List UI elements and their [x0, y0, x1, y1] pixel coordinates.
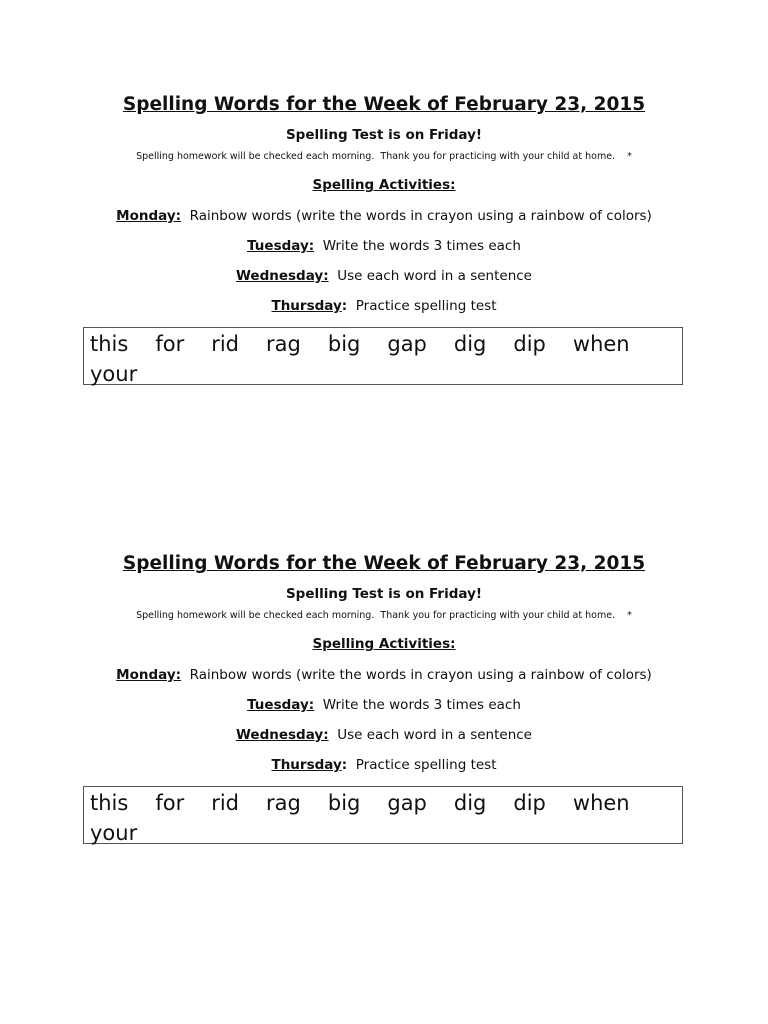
spelling-word: this: [90, 791, 129, 815]
words-line-1: [90, 329, 676, 359]
day-activity: Use each word in a sentence: [337, 268, 532, 284]
words-line-2: [90, 818, 676, 848]
activity-wednesday: [0, 725, 768, 745]
day-label: Monday:: [116, 208, 182, 224]
spelling-word: big: [327, 791, 361, 815]
activities-heading: Spelling Activities:: [312, 177, 456, 193]
activity-tuesday: [0, 695, 768, 715]
spelling-word: when: [572, 332, 630, 356]
activity-monday: [0, 206, 768, 226]
spelling-word: this: [90, 332, 129, 356]
activity-thursday: [0, 296, 768, 316]
words-line-2: [90, 359, 676, 389]
day-activity: Use each word in a sentence: [337, 727, 532, 743]
spelling-word: gap: [387, 791, 427, 815]
spelling-word: your: [90, 821, 138, 845]
homework-note: Spelling homework will be checked each morning. Thank you for practicing with your child at home. *: [136, 151, 632, 162]
spelling-word: dig: [453, 332, 487, 356]
activity-thursday: [0, 755, 768, 775]
day-label: Tuesday:: [247, 697, 315, 713]
day-activity: Rainbow words (write the words in crayon using a rainbow of colors): [189, 667, 652, 683]
day-label: Monday:: [116, 667, 182, 683]
spelling-word: for: [155, 791, 185, 815]
day-activity: Write the words 3 times each: [322, 697, 521, 713]
spelling-word: dig: [453, 791, 487, 815]
homework-note: Spelling homework will be checked each morning. Thank you for practicing with your child at home. *: [136, 610, 632, 621]
activities-heading: Spelling Activities:: [312, 636, 456, 652]
spelling-word: for: [155, 332, 185, 356]
spelling-word: gap: [387, 332, 427, 356]
spelling-sheet-2: [0, 551, 768, 844]
day-activity: Practice spelling test: [355, 298, 497, 314]
day-activity: Practice spelling test: [355, 757, 497, 773]
spelling-word: rid: [211, 332, 240, 356]
day-label: Thursday: [271, 298, 342, 314]
spelling-word: rag: [266, 332, 301, 356]
spelling-sheet-1: [0, 92, 768, 385]
activity-monday: [0, 665, 768, 685]
sheet-title: Spelling Words for the Week of February 23, 2015: [122, 94, 646, 115]
test-day-notice: Spelling Test is on Friday!: [285, 127, 483, 143]
spelling-word: dip: [513, 791, 546, 815]
spelling-word: rid: [211, 791, 240, 815]
day-label-colon: :: [341, 757, 348, 773]
day-label: Wednesday:: [236, 268, 329, 284]
spelling-word: big: [327, 332, 361, 356]
day-activity: Rainbow words (write the words in crayon using a rainbow of colors): [189, 208, 652, 224]
spelling-word: dip: [513, 332, 546, 356]
day-label-colon: :: [341, 298, 348, 314]
activity-tuesday: [0, 236, 768, 256]
spelling-words-box: [83, 786, 683, 844]
day-label: Wednesday:: [236, 727, 329, 743]
day-activity: Write the words 3 times each: [322, 238, 521, 254]
activity-wednesday: [0, 266, 768, 286]
test-day-notice: Spelling Test is on Friday!: [285, 586, 483, 602]
sheet-title: Spelling Words for the Week of February 23, 2015: [122, 553, 646, 574]
words-line-1: [90, 788, 676, 818]
spelling-words-box: [83, 327, 683, 385]
day-label: Tuesday:: [247, 238, 315, 254]
spelling-word: rag: [266, 791, 301, 815]
day-label: Thursday: [271, 757, 342, 773]
spelling-word: when: [572, 791, 630, 815]
spelling-word: your: [90, 362, 138, 386]
